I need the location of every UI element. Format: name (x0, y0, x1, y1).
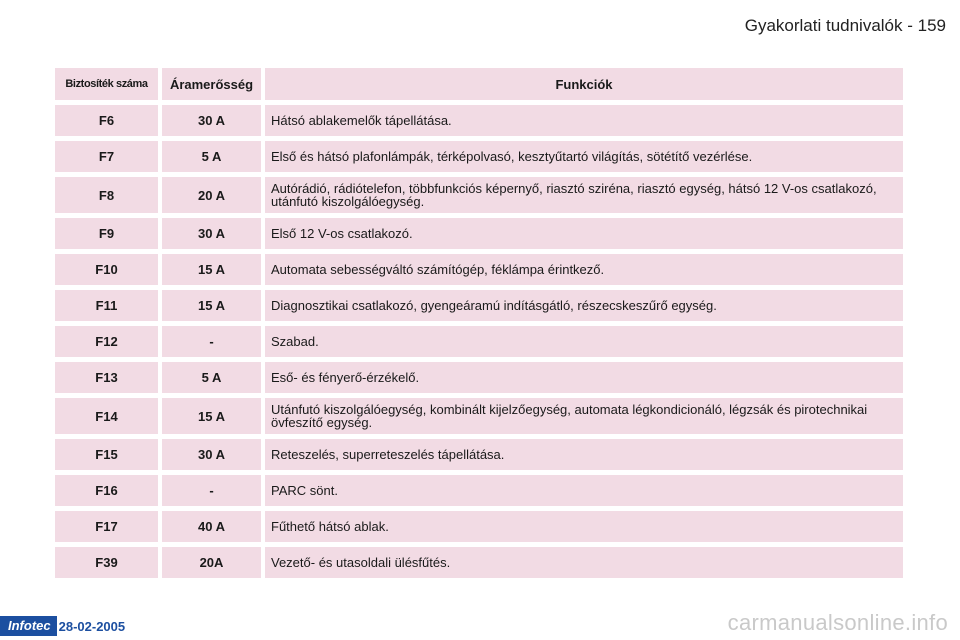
site-watermark: carmanualsonline.info (727, 610, 948, 635)
page-title: Gyakorlati tudnivalók - 159 (744, 16, 946, 35)
table-row (55, 177, 903, 213)
table-row (55, 326, 903, 357)
amperage-cell: 15 A (162, 290, 261, 321)
amperage-cell: 5 A (162, 141, 261, 172)
fuse-number-cell: F12 (55, 326, 158, 357)
table-row (55, 141, 903, 172)
amperage-cell: - (162, 475, 261, 506)
function-cell: Fűthető hátsó ablak. (265, 511, 903, 542)
fuse-number-cell: F17 (55, 511, 158, 542)
amperage-cell: 30 A (162, 218, 261, 249)
function-cell: Első 12 V-os csatlakozó. (265, 218, 903, 249)
amperage-cell: 30 A (162, 439, 261, 470)
fuse-number-cell: F6 (55, 105, 158, 136)
amperage-cell: 15 A (162, 398, 261, 434)
fuse-number-cell: F7 (55, 141, 158, 172)
table-header-row (55, 68, 903, 100)
fuse-number-cell: F8 (55, 177, 158, 213)
column-header-functions: Funkciók (265, 68, 903, 100)
fuse-number-cell: F10 (55, 254, 158, 285)
function-cell: Hátsó ablakemelők tápellátása. (265, 105, 903, 136)
table-row (55, 105, 903, 136)
amperage-cell: 15 A (162, 254, 261, 285)
table-row (55, 475, 903, 506)
amperage-cell: 30 A (162, 105, 261, 136)
amperage-cell: - (162, 326, 261, 357)
function-cell: Utánfutó kiszolgálóegység, kombinált kijelzőegység, automata légkondicionáló, légzsák és pirotechnikai övfeszítő egység. (265, 398, 903, 434)
column-header-amperage: Áramerősség (162, 68, 261, 100)
function-cell: Eső- és fényerő-érzékelő. (265, 362, 903, 393)
amperage-cell: 40 A (162, 511, 261, 542)
function-cell: Autórádió, rádiótelefon, többfunkciós képernyő, riasztó sziréna, riasztó egység, hátsó 12 V-os csatlakozó, utánfutó kiszolgálóegység. (265, 177, 903, 213)
table-row (55, 398, 903, 434)
function-cell: Reteszelés, superreteszelés tápellátása. (265, 439, 903, 470)
function-cell: Automata sebességváltó számítógép, féklámpa érintkező. (265, 254, 903, 285)
fuse-number-cell: F15 (55, 439, 158, 470)
page-footer (0, 616, 125, 636)
function-cell: PARC sönt. (265, 475, 903, 506)
fuse-number-cell: F16 (55, 475, 158, 506)
amperage-cell: 20 A (162, 177, 261, 213)
function-cell: Vezető- és utasoldali ülésfűtés. (265, 547, 903, 578)
fuse-number-cell: F39 (55, 547, 158, 578)
fuse-table (55, 68, 903, 583)
function-cell: Első és hátsó plafonlámpák, térképolvasó, kesztyűtartó világítás, sötétítő vezérlése. (265, 141, 903, 172)
column-header-fuse-number: Biztosíték száma (55, 68, 158, 100)
table-row (55, 362, 903, 393)
fuse-number-cell: F9 (55, 218, 158, 249)
table-row (55, 439, 903, 470)
table-row (55, 511, 903, 542)
function-cell: Szabad. (265, 326, 903, 357)
fuse-number-cell: F14 (55, 398, 158, 434)
table-row (55, 547, 903, 578)
fuse-number-cell: F11 (55, 290, 158, 321)
table-row (55, 290, 903, 321)
fuse-number-cell: F13 (55, 362, 158, 393)
amperage-cell: 20A (162, 547, 261, 578)
infotec-logo: Infotec (0, 616, 57, 636)
print-date: 28-02-2005 (58, 618, 126, 634)
amperage-cell: 5 A (162, 362, 261, 393)
table-row (55, 254, 903, 285)
function-cell: Diagnosztikai csatlakozó, gyengeáramú indításgátló, részecskeszűrő egység. (265, 290, 903, 321)
table-row (55, 218, 903, 249)
